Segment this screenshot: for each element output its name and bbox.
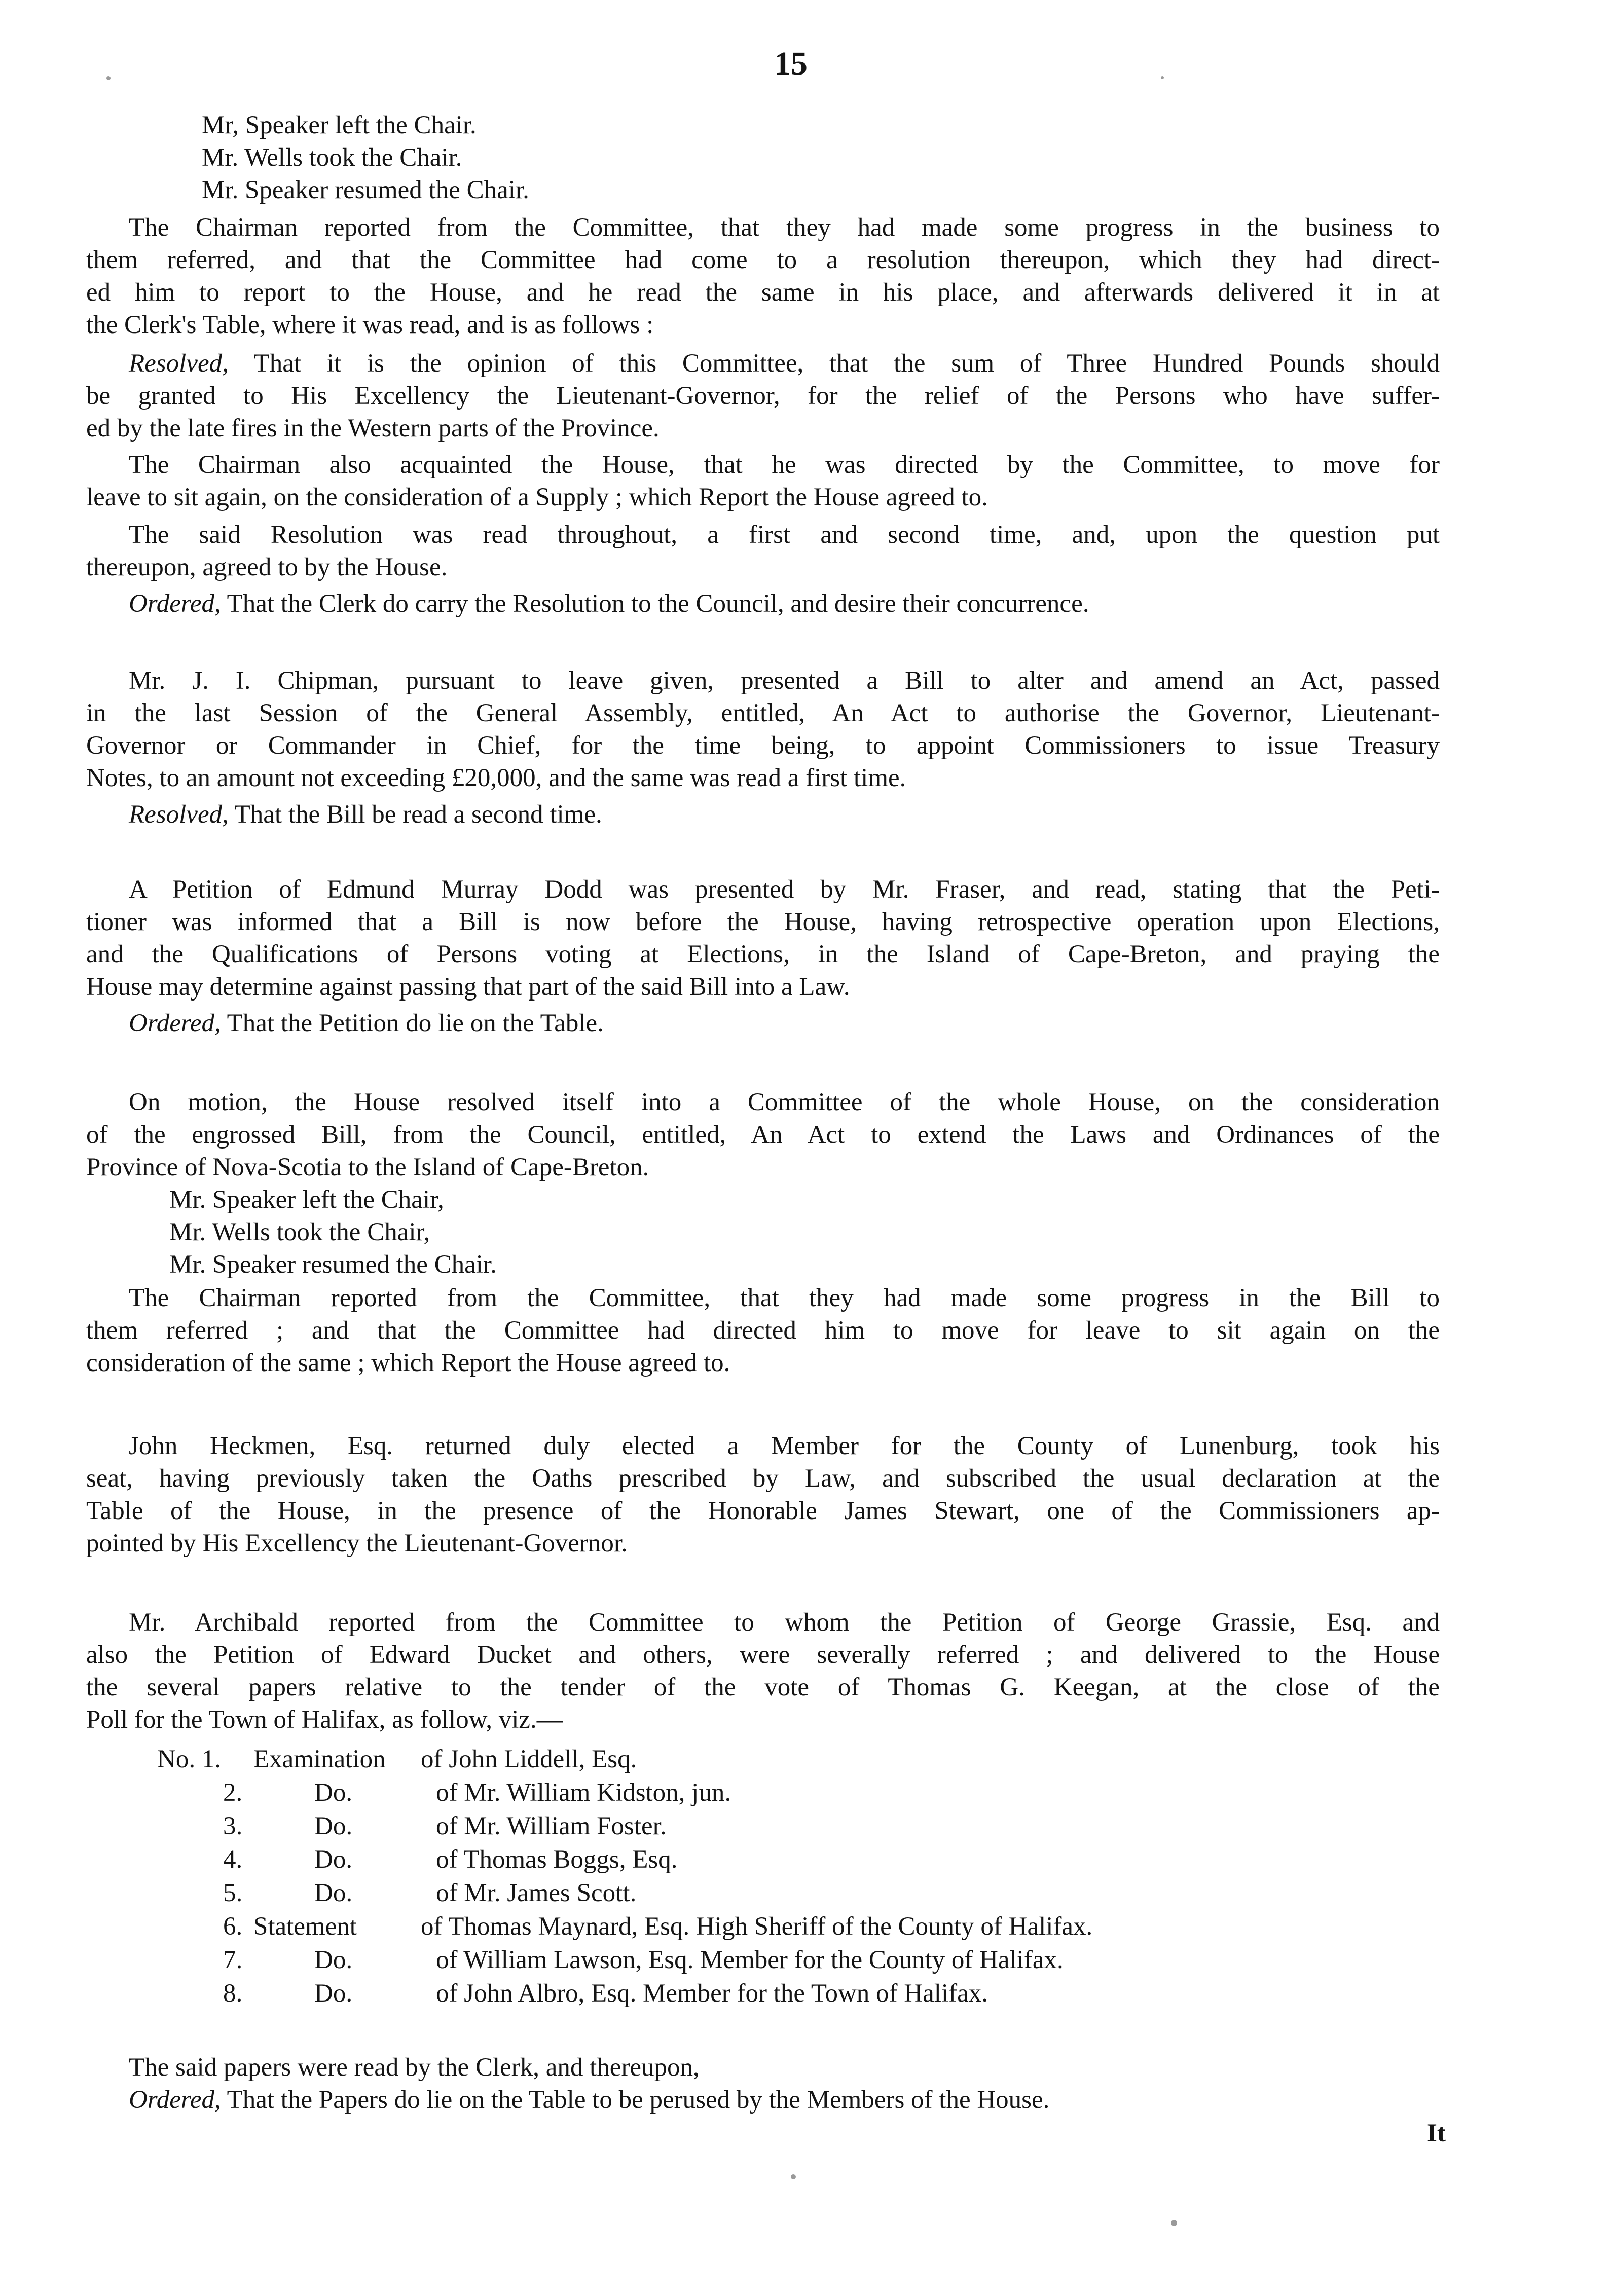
text-line: Mr. Archibald reported from the Committee to whom the Petition of George Grassie, Esq. and bbox=[129, 1608, 1440, 1637]
text-line: House may determine against passing that part of the said Bill into a Law. bbox=[86, 973, 850, 1001]
text-line: Mr. Wells took the Chair. bbox=[202, 143, 462, 172]
paper-list-item bbox=[0, 1944, 1611, 1976]
text-line: thereupon, agreed to by the House. bbox=[86, 553, 448, 581]
text-line: The said papers were read by the Clerk, and thereupon, bbox=[129, 2053, 700, 2082]
catchword: It bbox=[1427, 2119, 1446, 2147]
paper-number: 4. bbox=[223, 1845, 243, 1874]
print-speck bbox=[1171, 2220, 1177, 2226]
text-line: The Chairman reported from the Committee, that they had made some progress in the Bill to bbox=[129, 1284, 1440, 1312]
paper-list-item bbox=[0, 1810, 1611, 1842]
text-line: ed by the late fires in the Western parts of the Province. bbox=[86, 414, 660, 442]
text-line: ed him to report to the House, and he read the same in his place, and afterwards delivered it in at bbox=[86, 278, 1440, 307]
order-text: That the Papers do lie on the Table to be perused by the Members of the House. bbox=[221, 2086, 1050, 2114]
text-line: Notes, to an amount not exceeding £20,000, and the same was read a first time. bbox=[86, 764, 906, 792]
text-line bbox=[129, 799, 602, 830]
text-line: them referred, and that the Committee had come to a resolution thereupon, which they had direct- bbox=[86, 246, 1440, 274]
paper-list-item bbox=[0, 1844, 1611, 1875]
ordered-label: Ordered, bbox=[129, 2086, 221, 2114]
resolution-text: That the Bill be read a second time. bbox=[228, 800, 602, 829]
paper-description: of William Lawson, Esq. Member for the County of Halifax. bbox=[436, 1946, 1064, 1974]
resolved-label: Resolved, bbox=[129, 349, 229, 378]
paper-kind: Do. bbox=[314, 1812, 353, 1840]
paper-number: 2. bbox=[223, 1779, 243, 1807]
text-line: Mr. Wells took the Chair, bbox=[169, 1218, 430, 1246]
text-line: seat, having previously taken the Oaths prescribed by Law, and subscribed the usual declaration at the bbox=[86, 1464, 1440, 1493]
paper-description: of Thomas Boggs, Esq. bbox=[436, 1845, 678, 1874]
order-text: That the Clerk do carry the Resolution to the Council, and desire their concurrence. bbox=[221, 589, 1089, 618]
print-speck bbox=[1161, 76, 1164, 79]
text-line: and the Qualifications of Persons voting at Elections, in the Island of Cape-Breton, and praying the bbox=[86, 940, 1440, 969]
paper-number: 5. bbox=[223, 1879, 243, 1907]
text-line: consideration of the same ; which Report the House agreed to. bbox=[86, 1349, 730, 1377]
paper-number: No. 1. bbox=[157, 1745, 222, 1773]
paper-list-item bbox=[0, 1777, 1611, 1808]
text-line: Mr. J. I. Chipman, pursuant to leave given, presented a Bill to alter and amend an Act, passed bbox=[129, 666, 1440, 695]
text-line: On motion, the House resolved itself into a Committee of the whole House, on the consideration bbox=[129, 1088, 1440, 1117]
paper-description: of John Liddell, Esq. bbox=[421, 1745, 637, 1773]
paper-kind: Do. bbox=[314, 1845, 353, 1874]
ordered-label: Ordered, bbox=[129, 1009, 221, 1038]
paper-kind: Statement bbox=[253, 1912, 357, 1941]
text-line: them referred ; and that the Committee had directed him to move for leave to sit again on the bbox=[86, 1316, 1440, 1345]
text-line: Mr. Speaker left the Chair, bbox=[169, 1186, 444, 1214]
paper-list-item bbox=[0, 1744, 1611, 1775]
paper-description: of Mr. William Foster. bbox=[436, 1812, 667, 1840]
text-line: also the Petition of Edward Ducket and others, were severally referred ; and delivered to the House bbox=[86, 1641, 1440, 1669]
paper-list-item bbox=[0, 1911, 1611, 1942]
paper-list-item bbox=[0, 1877, 1611, 1909]
page-number: 15 bbox=[774, 45, 808, 82]
resolved-label: Resolved, bbox=[129, 800, 229, 829]
print-speck bbox=[106, 76, 111, 80]
paper-number: 8. bbox=[223, 1979, 243, 2008]
text-line: Mr. Speaker resumed the Chair. bbox=[169, 1250, 497, 1279]
resolution-text: That it is the opinion of this Committee, that the sum of Three Hundred Pounds should bbox=[228, 349, 1440, 378]
text-line: Mr. Speaker resumed the Chair. bbox=[202, 176, 529, 204]
order-text: That the Petition do lie on the Table. bbox=[221, 1009, 604, 1038]
text-line: Poll for the Town of Halifax, as follow, viz.— bbox=[86, 1706, 563, 1734]
paper-description: of Mr. James Scott. bbox=[436, 1879, 637, 1907]
paper-number: 3. bbox=[223, 1812, 243, 1840]
paper-description: of John Albro, Esq. Member for the Town of Halifax. bbox=[436, 1979, 988, 2008]
paper-kind: Examination bbox=[253, 1745, 386, 1773]
paper-list-item bbox=[0, 1978, 1611, 2009]
text-line: Table of the House, in the presence of the Honorable James Stewart, one of the Commissioners ap- bbox=[86, 1497, 1440, 1525]
paper-kind: Do. bbox=[314, 1946, 353, 1974]
text-line: pointed by His Excellency the Lieutenant-Governor. bbox=[86, 1529, 628, 1558]
text-line: Governor or Commander in Chief, for the time being, to appoint Commissioners to issue Treasury bbox=[86, 731, 1440, 760]
text-line: John Heckmen, Esq. returned duly elected a Member for the County of Lunenburg, took his bbox=[129, 1432, 1440, 1460]
text-line: leave to sit again, on the consideration of a Supply ; which Report the House agreed to. bbox=[86, 483, 988, 511]
paper-kind: Do. bbox=[314, 1879, 353, 1907]
text-line: The said Resolution was read throughout, a first and second time, and, upon the question put bbox=[129, 521, 1440, 549]
ordered-label: Ordered, bbox=[129, 589, 221, 618]
text-line bbox=[129, 1008, 604, 1039]
text-line: A Petition of Edmund Murray Dodd was presented by Mr. Fraser, and read, stating that the Peti- bbox=[129, 875, 1440, 904]
paper-kind: Do. bbox=[314, 1979, 353, 2008]
text-line: of the engrossed Bill, from the Council, entitled, An Act to extend the Laws and Ordinances of the bbox=[86, 1121, 1440, 1149]
paper-description: of Thomas Maynard, Esq. High Sheriff of the County of Halifax. bbox=[421, 1912, 1093, 1941]
paper-kind: Do. bbox=[314, 1779, 353, 1807]
text-line: in the last Session of the General Assembly, entitled, An Act to authorise the Governor, Lieutenant- bbox=[86, 699, 1440, 727]
text-line: the Clerk's Table, where it was read, and is as follows : bbox=[86, 311, 654, 339]
paper-number: 6. bbox=[223, 1912, 243, 1941]
text-line: the several papers relative to the tender of the vote of Thomas G. Keegan, at the close of the bbox=[86, 1673, 1440, 1701]
text-line: Mr, Speaker left the Chair. bbox=[202, 111, 477, 139]
text-line: be granted to His Excellency the Lieutenant-Governor, for the relief of the Persons who have suffer- bbox=[86, 382, 1440, 410]
text-line: The Chairman reported from the Committee, that they had made some progress in the business to bbox=[129, 213, 1440, 242]
text-line: tioner was informed that a Bill is now before the House, having retrospective operation upon Elections, bbox=[86, 908, 1440, 936]
paper-number: 7. bbox=[223, 1946, 243, 1974]
print-speck bbox=[791, 2174, 796, 2179]
text-line: The Chairman also acquainted the House, that he was directed by the Committee, to move for bbox=[129, 451, 1440, 479]
text-line bbox=[129, 2084, 1049, 2116]
text-line bbox=[129, 588, 1089, 619]
paper-description: of Mr. William Kidston, jun. bbox=[436, 1779, 731, 1807]
text-line bbox=[129, 348, 1440, 379]
text-line: Province of Nova-Scotia to the Island of Cape-Breton. bbox=[86, 1153, 649, 1181]
